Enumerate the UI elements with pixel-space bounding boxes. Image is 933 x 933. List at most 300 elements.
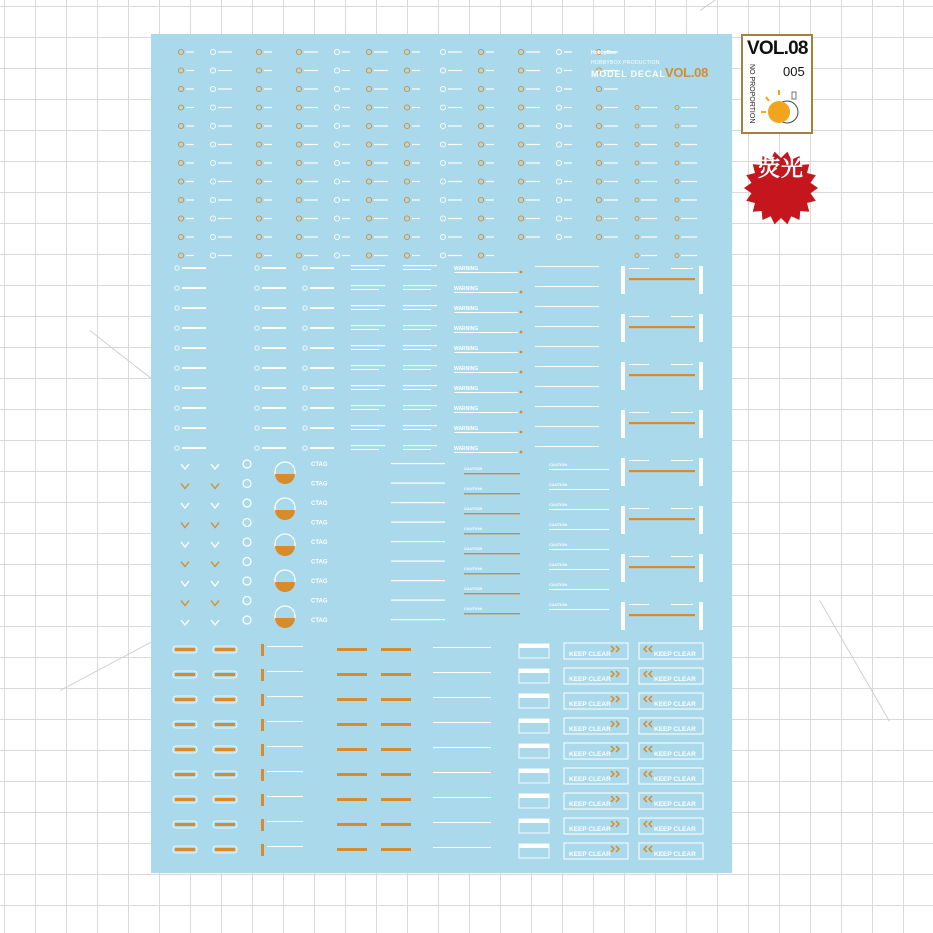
decal-circle xyxy=(556,234,561,239)
decal-dash xyxy=(264,181,272,182)
decal-keepclear-text: KEEP CLEAR xyxy=(654,726,696,733)
decal-strip xyxy=(182,347,206,349)
decal-strip xyxy=(262,287,286,289)
decal-strip xyxy=(391,561,445,562)
decal-dash xyxy=(641,107,657,108)
decal-circle xyxy=(556,49,561,54)
decal-circle xyxy=(478,105,483,110)
decal-strip xyxy=(182,447,206,449)
decal-strip xyxy=(391,541,445,542)
decal-caution-text: CAUTION xyxy=(549,522,568,527)
decal-keepclear-text: KEEP CLEAR xyxy=(569,676,611,683)
decal-dash xyxy=(681,255,697,256)
decal-pill-fill xyxy=(215,673,235,676)
decal-keepclear-text: KEEP CLEAR xyxy=(654,826,696,833)
decal-circle xyxy=(596,179,601,184)
decal-dash xyxy=(564,236,572,237)
decal-circle xyxy=(518,142,523,147)
decal-strip xyxy=(351,405,385,406)
decal-dash xyxy=(412,144,420,145)
decal-bracket xyxy=(621,506,625,534)
decal-circle xyxy=(334,123,339,128)
decal-circle xyxy=(366,179,371,184)
decal-dot xyxy=(520,331,523,334)
decal-warning-text: WARNING xyxy=(454,406,479,412)
decal-ring xyxy=(243,538,251,546)
decal-chevron xyxy=(211,542,219,547)
decal-bracket xyxy=(621,314,625,342)
decal-circle xyxy=(296,197,301,202)
decal-dash xyxy=(412,218,420,219)
decal-dash xyxy=(448,181,462,182)
decal-warning-text: WARNING xyxy=(454,326,479,332)
decal-gauge-fill xyxy=(275,510,295,520)
decal-strip xyxy=(262,447,286,449)
decal-circle xyxy=(675,143,679,147)
decal-bracket xyxy=(699,506,703,534)
decal-strip xyxy=(629,422,695,424)
decal-dash xyxy=(374,88,388,89)
decal-gauge-fill xyxy=(275,618,295,628)
decal-pill-fill xyxy=(215,773,235,776)
decal-dash xyxy=(604,181,618,182)
decal-dash xyxy=(526,218,540,219)
decal-circle xyxy=(635,124,639,128)
decal-circle xyxy=(256,179,261,184)
decal-arrow xyxy=(611,771,619,777)
badge-number: 005 xyxy=(783,64,805,79)
decal-dash xyxy=(218,51,232,52)
decal-circle xyxy=(518,123,523,128)
decal-circle xyxy=(334,49,339,54)
decal-circle xyxy=(635,217,639,221)
decal-dash xyxy=(564,162,572,163)
decal-strip xyxy=(671,604,693,605)
decal-bracket xyxy=(621,266,625,294)
decal-circle xyxy=(255,346,259,350)
decal-dash xyxy=(641,125,657,126)
decal-strip xyxy=(464,573,520,574)
decal-circle xyxy=(296,105,301,110)
decal-strip xyxy=(261,744,264,756)
decal-chevron xyxy=(211,601,219,606)
decal-dash xyxy=(304,144,318,145)
decal-circle xyxy=(478,160,483,165)
decal-dash xyxy=(486,199,494,200)
decal-dash xyxy=(486,255,494,256)
decal-dash xyxy=(264,107,272,108)
decal-circle xyxy=(178,142,183,147)
decal-strip xyxy=(182,367,206,369)
decal-dash xyxy=(342,236,350,237)
decal-strip xyxy=(381,773,411,776)
decal-strip xyxy=(337,648,367,651)
decal-pill-fill xyxy=(175,648,195,651)
decal-pill-fill xyxy=(175,698,195,701)
decal-circle xyxy=(175,326,179,330)
decal-strip xyxy=(464,493,520,494)
decal-dash xyxy=(526,236,540,237)
decal-circle xyxy=(478,123,483,128)
decal-ctag-text: CTAG xyxy=(311,501,328,507)
decal-strip xyxy=(433,822,491,823)
decal-strip xyxy=(261,769,264,781)
decal-strip xyxy=(262,387,286,389)
decal-ctag-text: CTAG xyxy=(311,481,328,488)
decal-strip xyxy=(381,798,411,801)
decal-circle xyxy=(556,105,561,110)
decal-circle xyxy=(210,49,215,54)
decal-keepclear-text: KEEP CLEAR xyxy=(654,676,696,683)
decal-dash xyxy=(564,144,572,145)
decal-strip xyxy=(629,460,649,461)
decal-pill-fill xyxy=(175,823,195,826)
decal-dash xyxy=(526,51,540,52)
decal-strip xyxy=(310,267,334,269)
decal-strip xyxy=(182,327,206,329)
decal-keepclear-text: KEEP CLEAR xyxy=(654,776,696,783)
decal-dash xyxy=(374,70,388,71)
decal-chevron xyxy=(181,562,189,567)
decal-strip xyxy=(351,425,385,426)
decal-circle xyxy=(675,180,679,184)
decal-strip xyxy=(535,386,599,387)
decal-circle xyxy=(334,142,339,147)
decal-artwork xyxy=(151,34,732,873)
decal-bracket xyxy=(621,362,625,390)
decal-circle xyxy=(334,68,339,73)
decal-arrow xyxy=(644,846,652,852)
decal-dash xyxy=(342,70,350,71)
decal-circle xyxy=(175,346,179,350)
decal-dash xyxy=(304,70,318,71)
decal-circle xyxy=(366,216,371,221)
decal-keepclear-text: KEEP CLEAR xyxy=(569,751,611,758)
decal-circle xyxy=(210,179,215,184)
decal-ring xyxy=(243,577,251,585)
decal-circle xyxy=(296,86,301,91)
decal-dash xyxy=(412,51,420,52)
decal-strip xyxy=(464,613,520,614)
decal-circle xyxy=(518,49,523,54)
decal-dash xyxy=(564,181,572,182)
decal-dash xyxy=(564,218,572,219)
decal-circle xyxy=(404,105,409,110)
decal-circle xyxy=(596,216,601,221)
decal-circle xyxy=(210,160,215,165)
decal-dash xyxy=(526,199,540,200)
decal-caution-text: CAUTION xyxy=(464,506,483,511)
decal-dash xyxy=(681,125,697,126)
decal-caution-band xyxy=(519,694,549,698)
decal-strip xyxy=(433,772,491,773)
decal-strip xyxy=(535,326,599,327)
decal-dash xyxy=(304,218,318,219)
decal-circle xyxy=(303,446,307,450)
decal-circle xyxy=(404,86,409,91)
decal-dash xyxy=(641,218,657,219)
decal-keepclear-text: KEEP CLEAR xyxy=(654,651,696,658)
decal-strip xyxy=(454,352,518,353)
decal-strip xyxy=(535,366,599,367)
decal-circle xyxy=(303,406,307,410)
decal-circle xyxy=(303,326,307,330)
decal-strip xyxy=(433,747,491,748)
decal-caution-band xyxy=(519,794,549,798)
decal-strip xyxy=(403,309,431,310)
decal-circle xyxy=(334,253,339,258)
decal-arrow xyxy=(611,696,619,702)
decal-warning-text: WARNING xyxy=(454,286,479,292)
decal-dash xyxy=(526,70,540,71)
decal-dash xyxy=(564,107,572,108)
decal-strip xyxy=(549,549,609,550)
decal-strip xyxy=(433,847,491,848)
decal-strip xyxy=(262,367,286,369)
decal-circle xyxy=(334,197,339,202)
decal-keepclear-text: KEEP CLEAR xyxy=(654,701,696,708)
decal-pill-fill xyxy=(175,848,195,851)
decal-warning-text: WARNING xyxy=(454,426,479,432)
decal-dash xyxy=(218,199,232,200)
decal-strip xyxy=(403,269,431,270)
decal-caution-text: CAUTION xyxy=(549,562,568,567)
decal-circle xyxy=(478,179,483,184)
decal-circle xyxy=(256,160,261,165)
decal-dash xyxy=(342,255,350,256)
decal-arrow xyxy=(611,746,619,752)
decal-circle xyxy=(296,179,301,184)
decal-circle xyxy=(404,68,409,73)
decal-circle xyxy=(366,234,371,239)
decal-circle xyxy=(596,142,601,147)
decal-circle xyxy=(404,234,409,239)
decal-dash xyxy=(186,162,194,163)
decal-strip xyxy=(433,672,491,673)
decal-strip xyxy=(403,345,437,346)
decal-strip xyxy=(381,748,411,751)
decal-arrow xyxy=(644,796,652,802)
decal-pill-fill xyxy=(175,798,195,801)
decal-strip xyxy=(671,412,693,413)
decal-dash xyxy=(218,70,232,71)
decal-dash xyxy=(374,144,388,145)
decal-dash xyxy=(342,181,350,182)
decal-strip xyxy=(310,427,334,429)
decal-circle xyxy=(303,306,307,310)
decal-circle xyxy=(366,253,371,258)
decal-caution-text: CAUTION xyxy=(549,462,568,467)
decal-dash xyxy=(374,181,388,182)
decal-circle xyxy=(675,124,679,128)
decal-strip xyxy=(391,483,445,484)
decal-circle xyxy=(210,142,215,147)
decal-caution-band xyxy=(519,744,549,748)
decal-strip xyxy=(310,367,334,369)
decal-circle xyxy=(518,179,523,184)
decal-circle xyxy=(210,123,215,128)
decal-dash xyxy=(641,144,657,145)
decal-circle xyxy=(556,68,561,73)
decal-dash xyxy=(564,70,572,71)
decal-arrow xyxy=(644,671,652,677)
decal-circle xyxy=(296,253,301,258)
decal-dash xyxy=(412,70,420,71)
decal-dot xyxy=(520,271,523,274)
decal-circle xyxy=(366,86,371,91)
decal-strip xyxy=(337,798,367,801)
decal-circle xyxy=(635,143,639,147)
decal-strip xyxy=(337,823,367,826)
decal-strip xyxy=(391,600,445,601)
decal-strip xyxy=(535,406,599,407)
decal-strip xyxy=(267,821,303,822)
decal-circle xyxy=(178,105,183,110)
decal-circle xyxy=(404,216,409,221)
decal-strip xyxy=(535,266,599,267)
decal-strip xyxy=(671,556,693,557)
decal-dash xyxy=(264,51,272,52)
decal-dash xyxy=(304,255,318,256)
decal-circle xyxy=(178,179,183,184)
decal-dash xyxy=(412,125,420,126)
decal-circle xyxy=(478,49,483,54)
decal-ring xyxy=(243,499,251,507)
decal-dash xyxy=(304,125,318,126)
decal-arrow xyxy=(611,671,619,677)
decal-dash xyxy=(186,144,194,145)
decal-circle xyxy=(556,216,561,221)
decal-circle xyxy=(518,68,523,73)
decal-circle xyxy=(178,68,183,73)
decal-circle xyxy=(210,105,215,110)
decal-strip xyxy=(267,846,303,847)
decal-circle xyxy=(478,234,483,239)
decal-strip xyxy=(381,723,411,726)
decal-strip xyxy=(261,794,264,806)
decal-strip xyxy=(454,392,518,393)
decal-arrow xyxy=(611,796,619,802)
decal-dash xyxy=(412,162,420,163)
decal-strip xyxy=(261,819,264,831)
decal-dash xyxy=(448,70,462,71)
decal-bracket xyxy=(699,362,703,390)
decal-dash xyxy=(374,125,388,126)
decal-strip xyxy=(262,427,286,429)
sun-icon xyxy=(757,84,809,126)
decal-strip xyxy=(403,325,437,326)
decal-chevron xyxy=(211,523,219,528)
decal-dash xyxy=(641,199,657,200)
decal-dash xyxy=(526,181,540,182)
decal-circle xyxy=(256,216,261,221)
decal-chevron xyxy=(211,620,219,625)
decal-dash xyxy=(564,125,572,126)
decal-dash xyxy=(304,162,318,163)
decal-strip xyxy=(351,429,379,430)
decal-circle xyxy=(440,160,445,165)
brand-title: MODEL DECAL xyxy=(591,69,666,79)
decal-dash xyxy=(641,181,657,182)
decal-circle xyxy=(440,68,445,73)
decal-dash xyxy=(342,218,350,219)
decal-circle xyxy=(596,234,601,239)
decal-dash xyxy=(186,255,194,256)
decal-circle xyxy=(440,86,445,91)
decal-strip xyxy=(261,644,264,656)
decal-strip xyxy=(351,345,385,346)
decal-circle xyxy=(255,426,259,430)
decal-caution-text: CAUTION xyxy=(549,502,568,507)
decal-circle xyxy=(178,216,183,221)
volume-badge xyxy=(741,34,813,134)
decal-strip xyxy=(671,460,693,461)
decal-circle xyxy=(178,253,183,258)
decal-dash xyxy=(641,236,657,237)
decal-circle xyxy=(210,197,215,202)
decal-circle xyxy=(256,123,261,128)
decal-circle xyxy=(440,142,445,147)
decal-ctag-text: CTAG xyxy=(311,520,328,527)
decal-strip xyxy=(351,309,379,310)
decal-dash xyxy=(448,125,462,126)
decal-strip xyxy=(433,722,491,723)
decal-strip xyxy=(671,316,693,317)
decal-circle xyxy=(635,161,639,165)
decal-strip xyxy=(403,385,437,386)
decal-dash xyxy=(304,107,318,108)
background-line xyxy=(819,600,890,722)
decal-strip xyxy=(464,553,520,554)
decal-strip xyxy=(403,425,437,426)
decal-strip xyxy=(391,580,445,581)
decal-chevron xyxy=(181,581,189,586)
decal-circle xyxy=(556,160,561,165)
decal-strip xyxy=(351,265,385,266)
decal-pill-fill xyxy=(215,723,235,726)
decal-strip xyxy=(337,673,367,676)
decal-strip xyxy=(267,771,303,772)
decal-strip xyxy=(629,278,695,280)
decal-strip xyxy=(310,327,334,329)
decal-strip xyxy=(403,349,431,350)
decal-circle xyxy=(178,123,183,128)
decal-caution-text: CAUTION xyxy=(549,582,568,587)
decal-strip xyxy=(629,470,695,472)
decal-circle xyxy=(518,86,523,91)
decal-dash xyxy=(218,88,232,89)
decal-dash xyxy=(412,88,420,89)
decal-ctag-text: CTAG xyxy=(311,540,328,546)
decal-dash xyxy=(412,199,420,200)
decal-strip xyxy=(454,372,518,373)
decal-strip xyxy=(629,374,695,376)
decal-ring xyxy=(243,460,251,468)
decal-dash xyxy=(641,255,657,256)
decal-strip xyxy=(262,267,286,269)
decal-pill-fill xyxy=(175,748,195,751)
decal-dash xyxy=(604,199,618,200)
decal-strip xyxy=(454,272,518,273)
decal-circle xyxy=(440,197,445,202)
decal-strip xyxy=(310,287,334,289)
decal-pill-fill xyxy=(175,773,195,776)
decal-strip xyxy=(454,432,518,433)
decal-ring xyxy=(243,597,251,605)
decal-dash xyxy=(526,144,540,145)
decal-keepclear-text: KEEP CLEAR xyxy=(569,701,611,708)
decal-dash xyxy=(186,70,194,71)
